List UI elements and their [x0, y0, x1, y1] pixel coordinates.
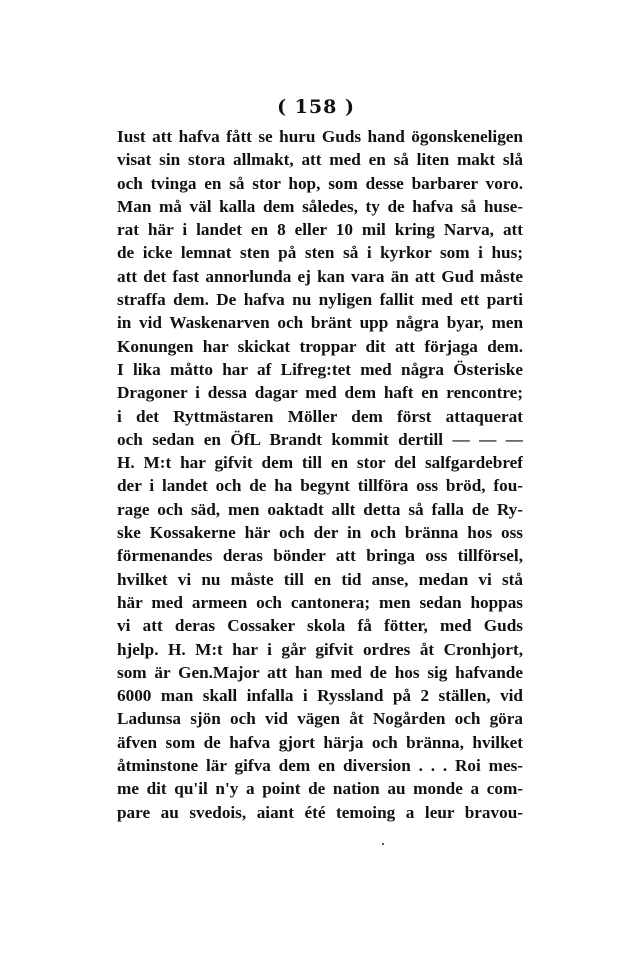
- text-line: åtminstone lär gifva dem en diversion . . . Roi mes-: [117, 756, 523, 776]
- text-line: hjelp. H. M:t har i går gifvit ordres åt Cronhjort,: [117, 639, 523, 659]
- text-line: här med armeen och cantonera; men sedan hoppas: [117, 592, 523, 612]
- text-line: der i landet och de ha begynt tillföra oss bröd, fou-: [117, 476, 523, 496]
- text-line: de icke lemnat sten på sten så i kyrkor som i hus;: [117, 243, 523, 263]
- print-speck: [382, 843, 384, 845]
- text-line: förmenandes deras bönder att bringa oss tillförsel,: [117, 546, 523, 566]
- text-line: I lika måtto har af Lifreg:tet med några Österiske: [117, 359, 523, 379]
- text-line: rage och säd, men oaktadt allt detta så falla de Ry-: [117, 499, 523, 519]
- page-number: ( 158 ): [277, 96, 355, 118]
- text-line: och tvinga en så stor hop, som desse barbarer voro.: [117, 173, 523, 193]
- text-line: vi att deras Cossaker skola få fötter, med Guds: [117, 616, 523, 636]
- text-line: pare au svedois, aiant été temoing a leur bravou-: [117, 802, 523, 822]
- text-line: Dragoner i dessa dagar med dem haft en rencontre;: [117, 383, 523, 403]
- text-line: 6000 man skall infalla i Ryssland på 2 ställen, vid: [117, 686, 523, 706]
- text-line: Man må väl kalla dem således, ty de hafva så huse-: [117, 196, 523, 216]
- text-line: och sedan en ÖfL Brandt kommit dertill — — —: [117, 429, 523, 449]
- text-line: me dit qu'il n'y a point de nation au monde a com-: [117, 779, 523, 799]
- text-line: Konungen har skickat troppar dit att förjaga dem.: [117, 336, 523, 356]
- text-line: äfven som de hafva gjort härja och bränna, hvilket: [117, 732, 523, 752]
- text-line: Ladunsa sjön och vid vägen åt Nogården och göra: [117, 709, 523, 729]
- text-line: visat sin stora allmakt, att med en så liten makt slå: [117, 150, 523, 170]
- text-line: som är Gen.Major att han med de hos sig hafvande: [117, 662, 523, 682]
- text-line: att det fast annorlunda ej kan vara än att Gud måste: [117, 266, 523, 286]
- text-line: hvilket vi nu måste till en tid anse, medan vi stå: [117, 569, 523, 589]
- text-line: H. M:t har gifvit dem till en stor del salfgardebref: [117, 453, 523, 473]
- text-line: ske Kossakerne här och der in och bränna hos oss: [117, 523, 523, 543]
- text-line: rat här i landet en 8 eller 10 mil kring Narva, att: [117, 220, 523, 240]
- text-line: Iust att hafva fått se huru Guds hand ögonskeneligen: [117, 127, 523, 146]
- text-line: in vid Waskenarven och bränt upp några byar, men: [117, 313, 523, 333]
- body-text: [117, 125, 523, 824]
- text-line: straffa dem. De hafva nu nyligen fallit med ett parti: [117, 290, 523, 310]
- text-line: i det Ryttmästaren Möller dem först attaquerat: [117, 406, 523, 426]
